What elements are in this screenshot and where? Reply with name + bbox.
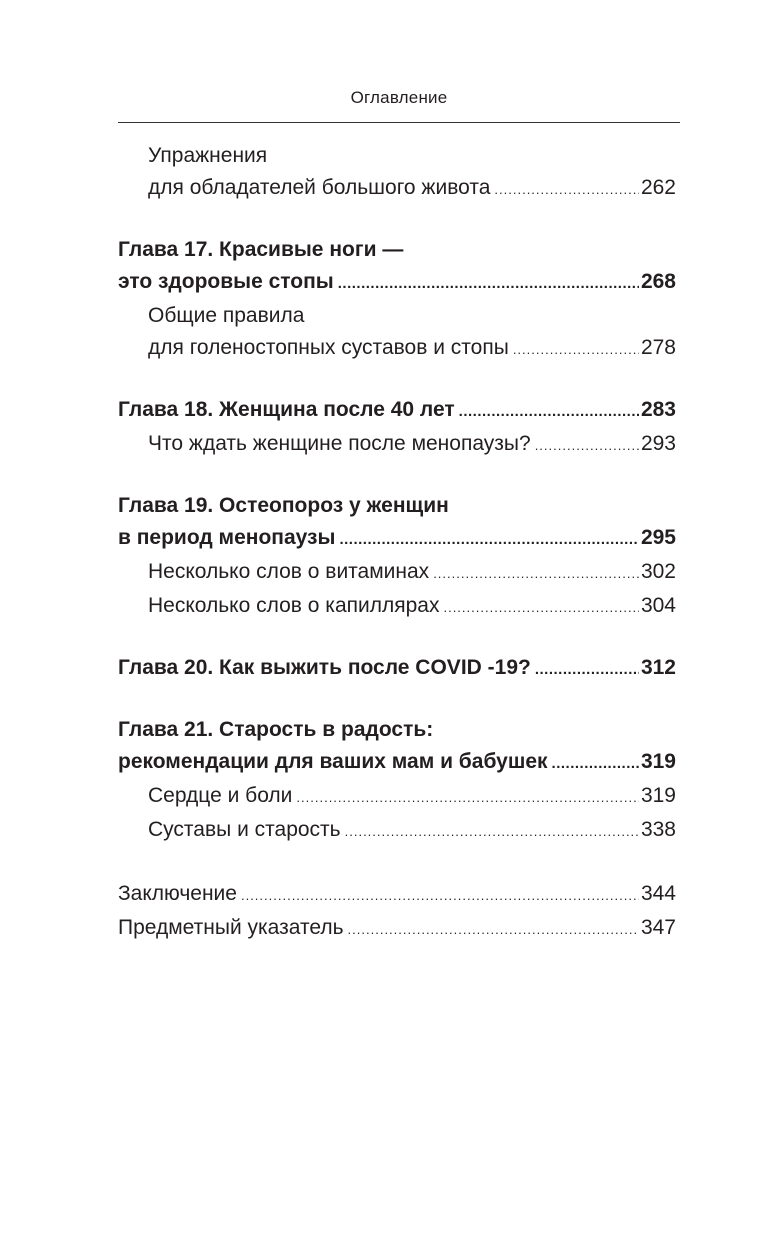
spacer bbox=[118, 366, 676, 394]
toc-entry-title: для голеностопных суставов и стопы bbox=[148, 336, 509, 359]
toc-page-number: 304 bbox=[640, 594, 676, 617]
chapter-title: Глава 21. Старость в радость: bbox=[118, 718, 434, 741]
dot-leader bbox=[552, 748, 639, 780]
toc-entry[interactable] bbox=[118, 556, 676, 590]
chapter-title: Глава 20. Как выжить после COVID -19? bbox=[118, 656, 531, 679]
page-header-title: Оглавление bbox=[350, 88, 448, 107]
toc-entry[interactable] bbox=[118, 814, 676, 848]
toc-page-number: 319 bbox=[640, 784, 676, 807]
chapter-title: Глава 18. Женщина после 40 лет bbox=[118, 398, 455, 421]
dot-leader bbox=[535, 430, 639, 462]
toc-page-number: 293 bbox=[640, 432, 676, 455]
toc-entry-heading: Общие правила bbox=[148, 304, 305, 327]
toc-entry-title: Что ждать женщине после менопаузы? bbox=[148, 432, 531, 455]
toc-entry[interactable] bbox=[118, 428, 676, 462]
toc-entry-title: Суставы и старость bbox=[148, 818, 341, 841]
toc-page-number: 278 bbox=[640, 336, 676, 359]
dot-leader bbox=[339, 524, 639, 556]
header-divider bbox=[118, 122, 680, 123]
toc-entry-title: Предметный указатель bbox=[118, 916, 344, 939]
toc-entry-title: Сердце и боли bbox=[148, 784, 293, 807]
toc-entry-title: Несколько слов о витаминах bbox=[148, 560, 430, 583]
spacer bbox=[118, 624, 676, 652]
toc-entry[interactable] bbox=[118, 172, 676, 206]
table-of-contents bbox=[118, 140, 676, 946]
dot-leader bbox=[459, 396, 639, 428]
dot-leader bbox=[443, 592, 638, 624]
dot-leader bbox=[296, 782, 639, 814]
toc-page-number: 283 bbox=[640, 398, 676, 421]
toc-entry-title: для обладателей большого живота bbox=[148, 176, 491, 199]
chapter-entry[interactable] bbox=[118, 266, 676, 300]
chapter-entry[interactable] bbox=[118, 746, 676, 780]
toc-page-number: 312 bbox=[640, 656, 676, 679]
toc-entry[interactable] bbox=[118, 878, 676, 912]
spacer bbox=[118, 848, 676, 878]
dot-leader bbox=[513, 334, 639, 366]
toc-entry-title: Заключение bbox=[118, 882, 237, 905]
chapter-title: Глава 17. Красивые ноги — bbox=[118, 238, 404, 261]
chapter-title-cont: это здоровые стопы bbox=[118, 270, 334, 293]
toc-page-number: 347 bbox=[640, 916, 676, 939]
toc-page-number: 302 bbox=[640, 560, 676, 583]
spacer bbox=[118, 206, 676, 234]
chapter-entry[interactable] bbox=[118, 394, 676, 428]
toc-page-number: 295 bbox=[640, 526, 676, 549]
toc-entry[interactable] bbox=[118, 912, 676, 946]
spacer bbox=[118, 462, 676, 490]
dot-leader bbox=[338, 268, 639, 300]
chapter-title-cont: рекомендации для ваших мам и бабушек bbox=[118, 750, 548, 773]
toc-page-number: 268 bbox=[640, 270, 676, 293]
chapter-heading-line bbox=[118, 490, 676, 522]
chapter-heading-line bbox=[118, 714, 676, 746]
chapter-entry[interactable] bbox=[118, 652, 676, 686]
toc-entry-line bbox=[118, 140, 676, 172]
chapter-entry[interactable] bbox=[118, 522, 676, 556]
toc-entry[interactable] bbox=[118, 780, 676, 814]
toc-entry[interactable] bbox=[118, 332, 676, 366]
spacer bbox=[118, 686, 676, 714]
dot-leader bbox=[433, 558, 639, 590]
toc-page-number: 344 bbox=[640, 882, 676, 905]
toc-page-number: 319 bbox=[640, 750, 676, 773]
toc-entry-title: Несколько слов о капиллярах bbox=[148, 594, 440, 617]
chapter-heading-line bbox=[118, 234, 676, 266]
toc-entry-line bbox=[118, 300, 676, 332]
chapter-title: Глава 19. Остеопороз у женщин bbox=[118, 494, 449, 517]
chapter-title-cont: в период менопаузы bbox=[118, 526, 336, 549]
dot-leader bbox=[348, 914, 639, 946]
dot-leader bbox=[345, 816, 639, 848]
toc-page-number: 338 bbox=[640, 818, 676, 841]
dot-leader bbox=[494, 174, 639, 206]
toc-entry-heading: Упражнения bbox=[148, 144, 268, 167]
dot-leader bbox=[241, 880, 639, 912]
toc-entry[interactable] bbox=[118, 590, 676, 624]
toc-page-number: 262 bbox=[640, 176, 676, 199]
dot-leader bbox=[535, 654, 639, 686]
